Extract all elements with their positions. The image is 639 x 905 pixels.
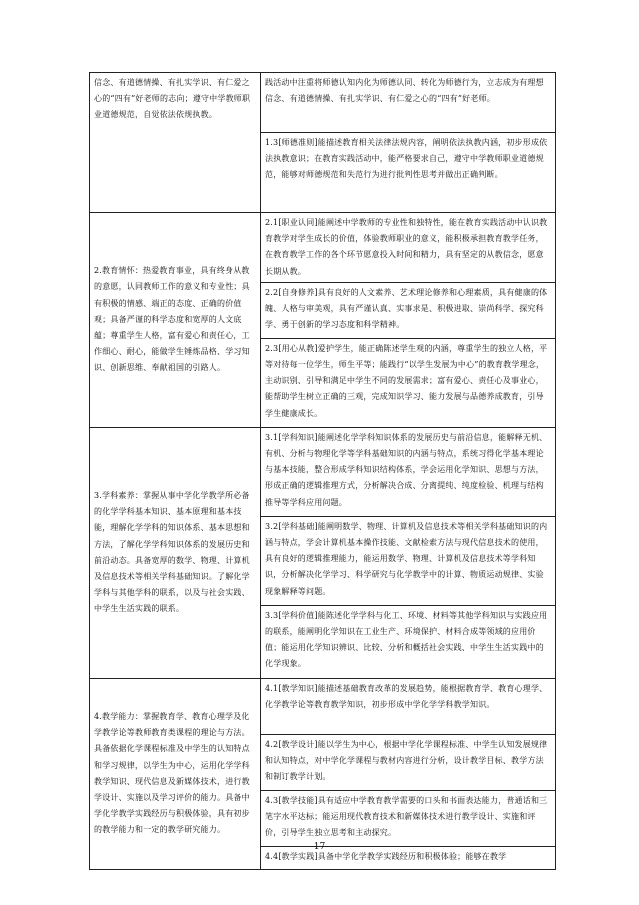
indicator-cell: 2.1[职业认同]能阐述中学教师的专业性和独特性，能在教育实践活动中认识教育教学对学生成长的价值，体验教师职业的意义，能积极承担教育教学任务，在教育教学工作的各个环节愿意投入时间和精力，具有坚定的从教信念，愿意长期从教。: [261, 213, 556, 283]
table-row: [90, 678, 556, 734]
indicator-cell: 3.2[学科基础]能阐明数学、物理、计算机及信息技术等相关学科基础知识的内涵与特点，学会计算机基本操作技能、文献检索方法与现代信息技术的使用，具有良好的逻辑推理能力，能运用数学、物理、计算机及信息技术等学科知识，分析解决化学学习、科学研究与化学教学中的计算、物质运动规律、实验现象解释等问题。: [261, 516, 556, 605]
indicator-cell: 2.3[用心从教]爱护学生，能正确陈述学生观的内涵，尊重学生的独立人格，平等对待每一位学生，师生平等；能践行“以学生发展为中心”的教育教学理念，主动识别、引导和满足中学生不同的发展需求；富有爱心、责任心及事业心，能帮助学生树立正确的三观，完成知识学习、能力发展与品德养成教育，引导学生健康成长。: [261, 338, 556, 427]
requirements-table: [89, 72, 556, 870]
indicator-cell: [261, 73, 556, 133]
requirements-table-body: [90, 73, 556, 870]
page-number: 17: [313, 842, 326, 852]
requirement-cell: 信念、有道德情操、有扎实学识、有仁爱之心的“四有”好老师的志向；遵守中学教师职业道德规范，自觉依法依规执教。: [90, 73, 261, 213]
indicator-cell: 4.4[教学实践]具备中学化学教学实践经历和积极体验；能够在教学: [261, 846, 556, 869]
indicator-cell: 2.2[自身修养]具有良好的人文素养、艺术理论修养和心理素质，具有健康的体魄、人格与审美观，具有严谨认真、实事求是、积极进取、崇尚科学、探究科学、勇于创新的学习态度和科学精神。: [261, 282, 556, 338]
indicator-cell: 4.3[教学技能]具有适应中学教育教学需要的口头和书面表达能力，普通话和三笔字水平达标；能运用现代教育技术和新媒体技术进行教学设计、实施和评价，引导学生独立思考和主动探究。: [261, 790, 556, 846]
indicator-cell: 3.1[学科知识]能阐述化学学科知识体系的发展历史与前沿信息，能解释无机、有机、分析与物理化学等学科基础知识的内涵与特点，系统习得化学基本理论与基本技能，整合形成学科知识结构体系，学会运用化学知识、思想与方法，形成正确的逻辑推理方式，分析解决合成、分离提纯、纯度检验、机理与结构推导等学科应用问题。: [261, 427, 556, 516]
table-row: [90, 213, 556, 283]
indicator-cell: 3.3[学科价值]能陈述化学学科与化工、环境、材料等其他学科知识与实践应用的联系，能阐明化学知识在工业生产、环境保护、材料合成等领域的应用价值；能运用化学知识辨识、比较、分析和概括社会实践、中学生生活实践中的化学现象。: [261, 605, 556, 678]
requirement-cell: 3.学科素养：掌握从事中学化学教学所必备的化学学科基本知识、基本原理和基本技能，理解化学学科的知识体系、基本思想和方法，了解化学学科知识体系的发展历史和前沿动态。具备宽厚的数学、物理、计算机及信息技术等相关学科基础知识。了解化学学科与其他学科的联系，以及与社会实践、中学生生活实践的联系。: [90, 427, 261, 678]
requirement-cell: 4.教学能力：掌握教育学、教育心理学及化学教学论等教师教育类课程的理论与方法。具备依据化学课程标准及中学生的认知特点和学习规律，以学生为中心，运用化学学科教学知识、现代信息及新媒体技术，进行教学设计、实施以及学习评价的能力。具备中学化学教学实践经历与积极体验，具有初步的教学能力和一定的教学研究能力。: [90, 678, 261, 869]
indicator-text: 践活动中注重将师德认知内化为师德认同、转化为师德行为，立志成为有理想信念、有道德情操、有扎实学识、有仁爱之心的“四有”好老师。: [265, 78, 544, 104]
indicator-cell: 1.3[师德准则]能描述教育相关法律法规内容，阐明依法执教内涵，初步形成依法执教意识；在教育实践活动中，能严格要求自己，遵守中学教师职业道德规范，能够对师德规范和失范行为进行批判性思考并做出正确判断。: [261, 133, 556, 213]
indicator-cell: 4.2[教学设计]能以学生为中心，根据中学化学课程标准、中学生认知发展规律和认知特点，对中学化学课程与教材内容进行分析，设计教学目标、教学方法和制订教学计划。: [261, 734, 556, 790]
indicator-cell: 4.1[教学知识]能描述基础教育改革的发展趋势，能根据教育学、教育心理学、化学教学论等教育教学知识，初步形成中学化学学科教学知识。: [261, 678, 556, 734]
requirement-cell: 2.教育情怀：热爱教育事业，具有终身从教的意愿，认同教师工作的意义和专业性；具有积极的情感、端正的态度、正确的价值观；具备严谨的科学态度和宽厚的人文底蕴；尊重学生人格，富有爱心和责任心，工作细心、耐心，能做学生锤炼品格、学习知识、创新思维、奉献祖国的引路人。: [90, 213, 261, 428]
table-row: [90, 427, 556, 516]
table-row: [90, 73, 556, 133]
